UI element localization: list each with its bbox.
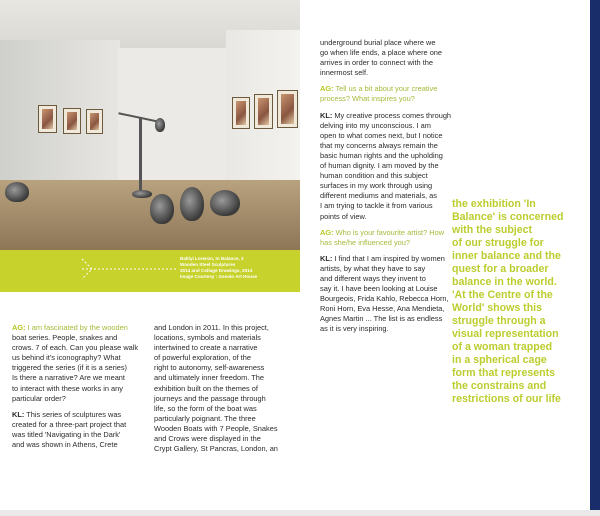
text-line: Is there a narrative? Are we meant xyxy=(12,373,125,383)
text-line: Crypt Gallery, St Pancras, London, an xyxy=(154,444,278,454)
text-line: of powerful exploration, of the xyxy=(154,353,251,363)
caption-line: 2014 and Collage Drawings, 2014 xyxy=(180,268,253,273)
text-line: life, so the form of the boat was xyxy=(154,403,257,413)
caption-line: Wooden Steel Sculptures xyxy=(180,262,236,267)
text-line: This series of sculptures was xyxy=(26,409,122,419)
text-line: delving into my unconscious. I am xyxy=(320,120,431,130)
text-line: Roni Horn, Eva Hesse, Ana Mendieta, xyxy=(320,304,445,314)
text-line: Agnes Martin ... The list is as endless xyxy=(320,314,443,324)
caption-line: Baltiyi Lorenzo, In Balance, 3 xyxy=(180,256,244,261)
text-line: basic human rights and the upholding xyxy=(320,150,443,160)
text-line: Tell us a bit about your creative xyxy=(335,84,438,94)
question-1 xyxy=(12,323,162,404)
pull-quote-line: Balance' is concerned xyxy=(452,211,564,223)
text-line: crows. 7 of each. Can you please walk xyxy=(12,343,139,353)
text-line: that my concerns always remain the xyxy=(320,140,438,150)
pull-quote-line: balance in the world. xyxy=(452,276,557,288)
pull-quote-line: of our struggle for xyxy=(452,237,544,249)
text-line: points of view. xyxy=(320,211,367,221)
text-line: innermost self. xyxy=(320,68,369,78)
text-line: and ultimately inner freedom. The xyxy=(154,373,264,383)
speaker-ag: AG: xyxy=(320,227,334,237)
text-line: surfaces in my work through using xyxy=(320,181,433,191)
framed-drawing xyxy=(86,109,103,134)
text-line: I am fascinated by the wooden xyxy=(27,323,128,332)
answer-3 xyxy=(320,254,460,335)
text-line: open to what comes next, but I notice xyxy=(320,130,443,140)
column-2 xyxy=(154,323,304,460)
text-line: I find that I am inspired by women xyxy=(334,253,445,263)
window-bottom-edge xyxy=(0,510,600,516)
text-line: particular order? xyxy=(12,393,66,403)
pull-quote-line: inner balance and the xyxy=(452,250,561,262)
sculpture-boat xyxy=(210,190,240,216)
text-line: My creative process comes through xyxy=(334,110,452,120)
text-line: right to autonomy, self-awareness xyxy=(154,363,265,373)
window-edge xyxy=(590,0,600,516)
text-line: Who is your favourite artist? How xyxy=(335,227,445,237)
caption-line: Image Courtesy : Gesolo Art House xyxy=(180,274,258,279)
text-line: and London in 2011. In this project, xyxy=(154,323,269,332)
text-line: particularly poignant. The three xyxy=(154,413,256,423)
text-line: of human dignity. I am moved by the xyxy=(320,161,439,171)
question-2 xyxy=(320,84,460,104)
pull-quote-line: quest for a broader xyxy=(452,263,549,275)
pull-quote-line: 'At the Centre of the xyxy=(452,289,553,301)
sculpture-stand xyxy=(139,118,142,196)
text-line: arrives in order to connect with the xyxy=(320,58,433,68)
answer-1 xyxy=(12,410,162,450)
text-line: us behind it's iconography? What xyxy=(12,353,121,363)
text-line: journeys and the passage through xyxy=(154,393,266,403)
pull-quote xyxy=(452,198,587,406)
speaker-kl: KL: xyxy=(12,409,25,419)
text-line: locations, symbols and materials xyxy=(154,333,261,343)
text-line: created for a three-part project that xyxy=(12,419,127,429)
framed-drawing xyxy=(277,90,298,128)
text-line: I am trying to tackle it from various xyxy=(320,201,433,211)
pull-quote-line: restrictions of our life xyxy=(452,393,561,405)
text-line: artists, by what they have to say xyxy=(320,263,426,273)
text-line: and was shown in Athens, Crete xyxy=(12,440,118,450)
sculpture-boat xyxy=(155,118,165,132)
text-line: underground burial place where we xyxy=(320,38,436,47)
speaker-ag: AG: xyxy=(12,323,26,332)
text-line: say it. I have been looking at Louise xyxy=(320,284,438,294)
sculpture-boat xyxy=(150,194,174,224)
text-line: boat series. People, snakes and xyxy=(12,333,118,343)
pull-quote-line: in a spherical cage xyxy=(452,354,547,366)
text-line: and different ways they invent to xyxy=(320,273,426,283)
sculpture-boat xyxy=(180,187,204,221)
question-3 xyxy=(320,228,460,248)
text-line: go when life ends, a place where one xyxy=(320,48,443,58)
gallery-photo xyxy=(0,0,300,250)
text-line: different mediums and materials, as xyxy=(320,191,437,201)
speaker-kl: KL: xyxy=(320,110,333,120)
text-line: intertwined to create a narrative xyxy=(154,343,258,353)
text-line: process? What inspires you? xyxy=(320,94,415,104)
text-line: triggered the series (if it is a series) xyxy=(12,363,128,373)
text-line: and Crows were displayed in the xyxy=(154,434,261,444)
pull-quote-line: form that represents xyxy=(452,367,556,379)
text-line: Bourgeois, Frida Kahlo, Rebecca Horn, xyxy=(320,294,449,304)
column-3 xyxy=(320,38,460,341)
photo-wall-back xyxy=(118,48,228,188)
speaker-kl: KL: xyxy=(320,253,333,263)
text-line: human condition and this subject xyxy=(320,171,428,181)
sculpture-base xyxy=(132,190,152,198)
framed-drawing xyxy=(38,105,57,133)
speaker-ag: AG: xyxy=(320,84,334,94)
framed-drawing xyxy=(63,108,81,134)
pull-quote-line: visual representation xyxy=(452,328,559,340)
text-line: Wooden Boats with 7 People, Snakes xyxy=(154,423,278,433)
text-line: to interact with these works in any xyxy=(12,383,123,393)
framed-drawing xyxy=(232,97,250,129)
text-line: was titled 'Navigating in the Dark' xyxy=(12,429,121,439)
answer-2 xyxy=(320,111,460,222)
text-line: has she/he influenced you? xyxy=(320,237,410,247)
column-1 xyxy=(12,323,162,456)
pull-quote-line: of a woman trapped xyxy=(452,341,553,353)
framed-drawing xyxy=(254,94,273,129)
caption-pointer xyxy=(80,258,180,280)
pull-quote-line: World' shows this xyxy=(452,302,543,314)
pull-quote-line: the constrains and xyxy=(452,380,547,392)
pull-quote-line: the exhibition 'In xyxy=(452,198,536,210)
pull-quote-line: struggle through a xyxy=(452,315,546,327)
pull-quote-line: with the subject xyxy=(452,224,533,236)
photo-caption xyxy=(180,256,295,280)
answer-continued xyxy=(320,38,460,78)
sculpture-boat xyxy=(5,182,29,202)
text-line: as it is very inspiring. xyxy=(320,324,389,334)
text-line: exhibition built on the themes of xyxy=(154,383,258,393)
